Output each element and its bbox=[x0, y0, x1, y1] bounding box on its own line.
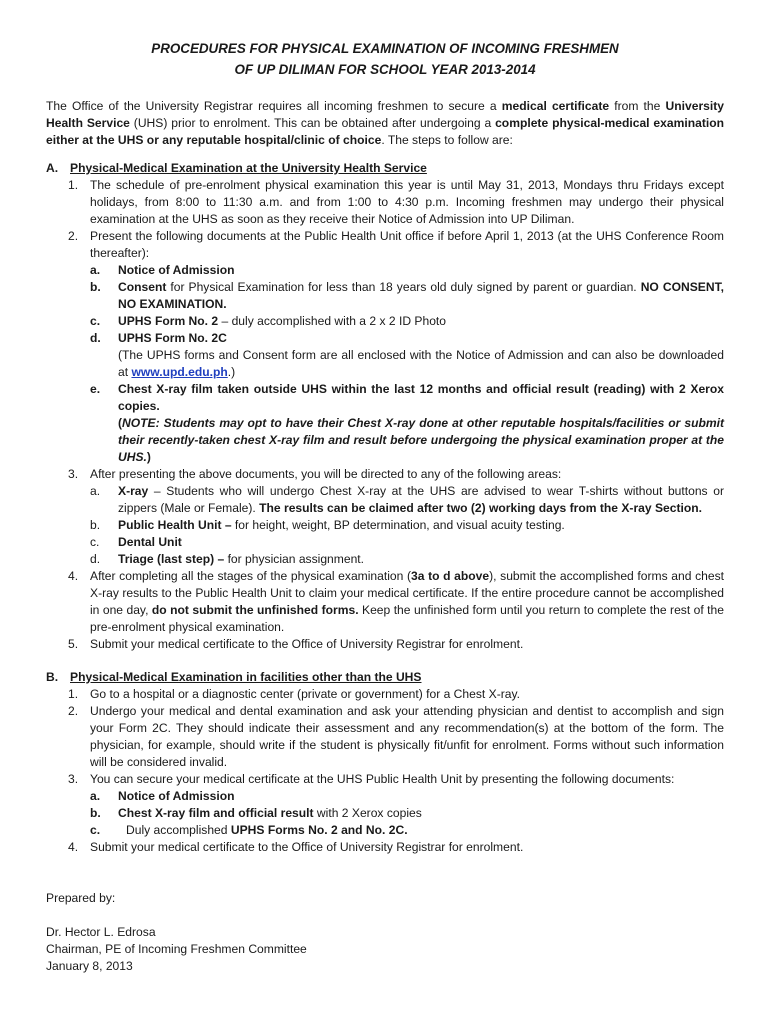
spacer bbox=[46, 653, 724, 669]
step-number: 3. bbox=[68, 772, 79, 786]
intro-text: (UHS) prior to enrolment. This can be obtained after undergoing a bbox=[129, 116, 496, 130]
step-item bbox=[46, 703, 724, 771]
section-title: Physical-Medical Examination at the University Health Service bbox=[70, 161, 427, 175]
step-text: Submit your medical certificate to the Office of University Registrar for enrolment. bbox=[90, 840, 524, 854]
sub-item bbox=[46, 822, 724, 839]
intro-text: The Office of the University Registrar requires all incoming freshmen to secure a bbox=[46, 99, 502, 113]
prepared-by-label: Prepared by: bbox=[46, 891, 116, 905]
sub-item bbox=[46, 788, 724, 805]
sub-bold: NO CONSENT, NO EXAMINATION. bbox=[118, 280, 724, 311]
note-close: ) bbox=[146, 450, 151, 464]
section-letter: B. bbox=[46, 670, 59, 684]
section-letter: A. bbox=[46, 161, 59, 175]
step-text: Submit your medical certificate to the Office of University Registrar for enrolment. bbox=[90, 637, 524, 651]
step-number: 1. bbox=[68, 178, 79, 192]
sub-text: – Students who will undergo Chest X-ray at the UHS are advised to wear T-shirts without buttons or zippers (Male or Female). bbox=[118, 484, 724, 515]
intro-bold: University Health Service bbox=[46, 99, 724, 130]
sub-letter: d. bbox=[90, 331, 101, 345]
title-line-1: PROCEDURES FOR PHYSICAL EXAMINATION OF INCOMING FRESHMEN bbox=[151, 41, 619, 56]
step-text: Present the following documents at the Public Health Unit office if before April 1, 2013 (at the UHS Conference Room thereafter): bbox=[90, 229, 724, 260]
sub-text: (The UPHS forms and Consent form are all enclosed with the Notice of Admission and can also be downloaded at bbox=[118, 348, 724, 379]
sub-bold: Chest X-ray film and official result bbox=[118, 806, 314, 820]
document-page bbox=[46, 38, 724, 975]
sub-text: with 2 Xerox copies bbox=[313, 806, 422, 820]
sub-letter: c. bbox=[90, 535, 100, 549]
sub-letter: b. bbox=[90, 518, 101, 532]
step-number: 2. bbox=[68, 704, 79, 718]
intro-bold: medical certificate bbox=[501, 99, 610, 113]
sub-letter: a. bbox=[90, 263, 101, 277]
intro-paragraph bbox=[46, 98, 724, 149]
step-item bbox=[46, 771, 724, 788]
sub-bold: X-ray bbox=[118, 484, 149, 498]
step-text: After presenting the above documents, you will be directed to any of the following areas: bbox=[90, 467, 562, 481]
note-text: NOTE: Students may opt to have their Chest X-ray done at other reputable hospitals/facilities or submit their recently-taken chest X-ray film and result before undergoing the physical examination proper at the UHS. bbox=[118, 416, 724, 464]
sub-bold: Triage (last step) – bbox=[118, 552, 225, 566]
step-number: 2. bbox=[68, 229, 79, 243]
section-a-heading bbox=[46, 160, 724, 177]
sub-bold: Chest X-ray film taken outside UHS within the last 12 months and official result (reading) with 2 Xerox copies. bbox=[118, 382, 724, 413]
sub-item bbox=[46, 313, 724, 330]
step-item bbox=[46, 636, 724, 653]
sub-item bbox=[46, 483, 724, 517]
sub-text: for physician assignment. bbox=[224, 552, 365, 566]
sub-bold: UPHS Form No. 2C bbox=[118, 331, 227, 345]
intro-bold: complete physical-medical examination either at the UHS or any reputable hospital/clinic of choice bbox=[46, 116, 724, 147]
step-text: Keep the unfinished form until you return to complete the rest of the pre-enrolment physical examination. bbox=[90, 603, 724, 634]
note-open: ( bbox=[118, 416, 123, 430]
sub-text: .) bbox=[227, 365, 236, 379]
step-text: ), submit the accomplished forms and chest X-ray results to the Public Health Unit to claim your medical certificate. If the entire procedure cannot be accomplished in one day, bbox=[90, 569, 724, 617]
sub-bold: Notice of Admission bbox=[118, 789, 235, 803]
sub-letter: a. bbox=[90, 484, 101, 498]
sub-text: – duly accomplished with a 2 x 2 ID Photo bbox=[218, 314, 447, 328]
step-bold: do not submit the unfinished forms. bbox=[151, 603, 359, 617]
step-item bbox=[46, 228, 724, 262]
signature-block bbox=[46, 890, 724, 975]
sub-letter: e. bbox=[90, 382, 101, 396]
sub-bold: UPHS Forms No. 2 and No. 2C. bbox=[230, 823, 408, 837]
section-title: Physical-Medical Examination in facilities other than the UHS bbox=[70, 670, 422, 684]
step-item bbox=[46, 839, 724, 856]
step-text: You can secure your medical certificate at the UHS Public Health Unit by presenting the following documents: bbox=[90, 772, 675, 786]
download-link[interactable]: www.upd.edu.ph bbox=[131, 365, 228, 379]
signatory-position: Chairman, PE of Incoming Freshmen Committee bbox=[46, 942, 307, 956]
document-title bbox=[46, 38, 724, 80]
sub-letter: b. bbox=[90, 280, 101, 294]
sub-bold: Public Health Unit – bbox=[118, 518, 232, 532]
sub-item bbox=[46, 262, 724, 279]
step-text: The schedule of pre-enrolment physical examination this year is until May 31, 2013, Mondays thru Fridays except holidays, from 8:00 to 11:30 a.m. and from 1:00 to 4:30 p.m. Incoming freshmen may undergo their physical examination at the UHS as soon as they receive their Notice of Admission into UP Diliman. bbox=[90, 178, 724, 226]
sub-text: for height, weight, BP determination, and visual acuity testing. bbox=[231, 518, 565, 532]
signatory-name: Dr. Hector L. Edrosa bbox=[46, 925, 156, 939]
intro-text: . The steps to follow are: bbox=[381, 133, 513, 147]
sub-item bbox=[46, 534, 724, 551]
sub-text: Duly accomplished bbox=[126, 823, 231, 837]
section-b-heading bbox=[46, 669, 724, 686]
sub-bold: Dental Unit bbox=[118, 535, 182, 549]
step-item bbox=[46, 466, 724, 483]
sub-letter: d. bbox=[90, 552, 101, 566]
step-bold: 3a to d above bbox=[411, 569, 490, 583]
title-line-2: OF UP DILIMAN FOR SCHOOL YEAR 2013-2014 bbox=[234, 62, 536, 77]
sub-item bbox=[46, 551, 724, 568]
step-text: Undergo your medical and dental examination and ask your attending physician and dentist to accomplish and sign your Form 2C. They should indicate their assessment and any recommendation(s) at the bottom of the form. The physician, for example, should write if the student is physically fit/unfit for enrolment. Forms without such information will be considered invalid. bbox=[90, 704, 724, 769]
sub-bold: Notice of Admission bbox=[118, 263, 235, 277]
step-item bbox=[46, 177, 724, 228]
intro-text: from the bbox=[609, 99, 666, 113]
step-item bbox=[46, 568, 724, 636]
sub-letter: b. bbox=[90, 806, 101, 820]
step-number: 4. bbox=[68, 569, 79, 583]
sub-bold: The results can be claimed after two (2) working days from the X-ray Section. bbox=[259, 501, 703, 515]
document-date: January 8, 2013 bbox=[46, 959, 133, 973]
sub-bold: Consent bbox=[118, 280, 167, 294]
step-number: 5. bbox=[68, 637, 79, 651]
sub-bold: UPHS Form No. 2 bbox=[118, 314, 219, 328]
sub-letter: c. bbox=[90, 823, 101, 837]
sub-item bbox=[46, 279, 724, 313]
sub-item bbox=[46, 805, 724, 822]
sub-item bbox=[46, 330, 724, 381]
sub-text: for Physical Examination for less than 18 years old duly signed by parent or guardian. bbox=[166, 280, 641, 294]
step-number: 3. bbox=[68, 467, 79, 481]
step-text: After completing all the stages of the physical examination ( bbox=[90, 569, 412, 583]
sub-item bbox=[46, 381, 724, 466]
step-text: Go to a hospital or a diagnostic center (private or government) for a Chest X-ray. bbox=[90, 687, 520, 701]
sub-letter: c. bbox=[90, 314, 101, 328]
step-number: 4. bbox=[68, 840, 79, 854]
sub-item bbox=[46, 517, 724, 534]
step-number: 1. bbox=[68, 687, 79, 701]
step-item bbox=[46, 686, 724, 703]
sub-letter: a. bbox=[90, 789, 101, 803]
